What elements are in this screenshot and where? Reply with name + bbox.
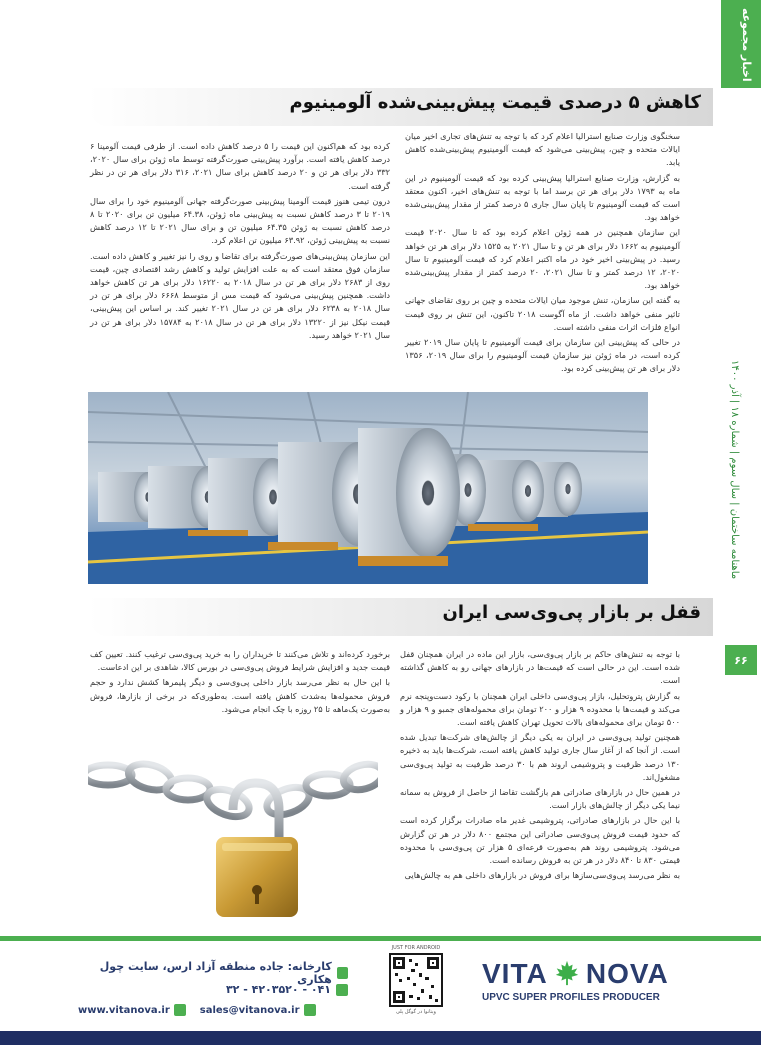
article2-headline: قفل بر بازار پی‌وی‌سی ایران — [442, 602, 701, 623]
padlock-chain-photo — [88, 755, 378, 925]
paragraph: کرده بود که هم‌اکنون این قیمت را ۵ درصد کاهش داده است. از طرفی قیمت آلومینا ۶ درصد کاهش یافته است. برآورد پیش‌بینی صورت‌گرفته توسط ماه ژوئن برای سال ۲۰۲۰، ۳۳۲ دلار برای هر تن و ۲۰ درصد کاهش برای سال ۲۰۲۱، ۳۱۶ دلار برای هر تن در نظر گرفته است. — [90, 141, 391, 191]
article2-headline-bar — [88, 598, 713, 636]
paragraph: در همین حال در بازارهای صادراتی هم بازگشت تقاضا از حاصل از فروش به سمانه نیما یکی دیگر از چالش‌های بازار است. — [400, 787, 680, 811]
location-icon — [337, 967, 348, 979]
footer-phone — [78, 983, 348, 996]
article1-left-column — [90, 140, 390, 385]
email-link[interactable]: sales@vitanova.ir — [199, 1004, 300, 1016]
paragraph: با این حال در بازارهای صادراتی، پتروشیمی غدیر ماه صادرات برگزار کرده است که حدود قیمت فروش پی‌وی‌سی صادراتی این مجتمع ۸۰۰ دلار در هر تن گزارش می‌شود. پتروشیمی روند هم به‌صورت قرعه‌ای ۵ هزار تن پی‌وی‌سی با محدوده قیمتی ۸۳۰ تا ۸۴۰ دلار در هر تن به فروش رسانده است. — [400, 815, 680, 866]
footer-bottom-bar — [0, 1031, 761, 1045]
website-link[interactable]: www.vitanova.ir — [78, 1004, 170, 1016]
article2-left-column — [90, 648, 390, 748]
address-text: کارخانه: جاده منطقه آزاد ارس، سایت چول هکاری — [99, 960, 332, 986]
brand-name-right: NOVA — [585, 958, 669, 989]
article2-right-column — [400, 648, 680, 930]
email-icon — [304, 1004, 316, 1016]
paragraph: با توجه به تنش‌های حاکم بر بازار پی‌وی‌سی، بازار این ماده در ایران همچنان قفل شده است. این در حالی است که قیمت‌ها در بازارهای جهانی رو به کاهش گذاشته است. — [400, 649, 680, 686]
qr-top-label: JUST FOR ANDROID — [391, 945, 441, 951]
paragraph: در حالی که پیش‌بینی این سازمان برای قیمت آلومینیوم تا پایان سال ۲۰۱۹ تغییر کرده است، در ماه ژوئن نیز سازمان قیمت آلومینیوم را برای سال ۲۰۱۹، ۱۳۵۶ دلار برای هر تن پیش‌بینی کرده بود. — [405, 337, 681, 374]
paragraph: به گزارش، وزارت صنایع استرالیا پیش‌بینی کرده بود که قیمت آلومینیوم در این ماه به ۱۷۹۳ دلار برای هر تن برسد اما با توجه به تنش‌های اخیر، اکنون معتقد است که قیمت آلومینیوم تا پایان سال جاری ۵ درصد کمتر از مقدار پیش‌بینی‌شده خواهد بود. — [405, 172, 680, 223]
paragraph: درون تیمی هنوز قیمت آلومینا پیش‌بینی صورت‌گرفته جهانی آلومینیوم خود را برای سال ۲۰۱۹ تا ۳ درصد کاهش نسبت به پیش‌بینی ماه ژوئن، ۶۴.۳۸ میلیون تن برای ۲۰۲۰ تا ۸ درصد کاهش نسبت به ژوئن ۶۴.۳۵ میلیون تن و برای سال ۲۰۲۱ تا ۱۲ درصد کاهش نسبت به پیش‌بینی ژوئن، ۶۳.۹۲ میلیون تن اعلام کرد. — [90, 195, 391, 246]
paragraph: همچنین تولید پی‌وی‌سی در ایران به یکی دیگر از چالش‌های شرکت‌ها تبدیل شده است. از آنجا که از آغاز سال جاری تولید کاهش یافته است، شرکت‌ها باید به ذخیره ۱۳۰ درصد ظرفیت و پتروشیمی اروند هم با ۳۰ درصد ظرفیت به تولید پی‌وی‌سی مشغول‌اند. — [400, 732, 680, 782]
phone-text: ۰۴۱ - ۴۲۰۳۵۲۰ - ۳۲ — [225, 983, 331, 996]
paragraph: سخنگوی وزارت صنایع استرالیا اعلام کرد که با توجه به تنش‌های تجاری اخیر میان ایالات متحده و چین، پیش‌بینی می‌شود که قیمت آلومینیوم پیش‌بینی‌شده کاهش یابد. — [405, 131, 680, 168]
qr-bottom-label: ویتانوا در گوگل پلی — [396, 1009, 436, 1015]
paragraph: به گفته این سازمان، تنش موجود میان ایالات متحده و چین بر روی تقاضای جهانی تاثیر منفی خواهد داشت. از ماه آگوست ۲۰۱۸ تاکنون، این تنش بر روی قیمت انواع فلزات اثرات منفی داشته است. — [405, 295, 680, 332]
paragraph: این سازمان پیش‌بینی‌های صورت‌گرفته برای تقاضا و روی را نیز تغییر و کاهش داده است. سازمان فوق معتقد است که به علت افزایش تولید و کاهش رشد اقتصادی چین، قیمت روی از ۲۶۸۳ دلار برای هر تن در سال ۲۰۱۸ به ۱۶۲۲۰ دلار برای هر تن کاهش خواهد داشت. همچنین پیش‌بینی می‌شود که قیمت مس از متوسط ۶۶۶۸ دلار برای هر تن در سال ۲۰۱۸ به ۶۲۳۸ دلار برای هر تن در سال ۲۰۲۱ تغییر کند. بر اساس این پیش‌بینی، قیمت نیکل نیز از ۱۳۲۲۰ دلار برای هر تن در سال ۲۰۱۸ به ۱۵۷۸۴ دلار برای هر تن در سال ۲۰۲۱ خواهد رسید. — [90, 250, 391, 340]
section-tab-label: اخبار مجموعه — [740, 8, 753, 82]
issue-strip-text: ماهنامه ساختمان | سال سوم | شماره ۱۸ | آذر ۱۴۰۰ — [729, 360, 740, 580]
page-number: ۶۶ — [725, 645, 757, 675]
qr-code-block[interactable] — [385, 945, 447, 1025]
footer-web-email — [78, 1004, 348, 1016]
vitanova-logo — [482, 958, 682, 1003]
issue-strip — [729, 360, 751, 640]
article1-right-column — [405, 130, 680, 380]
paragraph: این سازمان همچنین در همه ژوئن اعلام کرده بود که تا سال ۲۰۲۰ قیمت آلومینیوم به ۱۶۶۲ دلار برای هر تن و تا سال ۲۰۲۱ به ۱۵۲۵ دلار برای هر تن خواهد رسید. در پیش‌بینی اخیر خود در ماه اکتبر اعلام کرد که قیمت آلومینیوم تا سال ۲۰۲۰، ۱۲ درصد کمتر و تا سال ۲۰۲۱، ۲۰ درصد کمتر از مقدار پیش‌بینی‌شده خواهد بود. — [405, 227, 680, 291]
globe-icon — [174, 1004, 186, 1016]
brand-name-left: VITA — [482, 958, 548, 989]
aluminum-coils-photo — [88, 392, 648, 584]
brand-tagline: UPVC SUPER PROFILES PRODUCER — [482, 992, 660, 1003]
paragraph: با این حال به نظر می‌رسد بازار داخلی پی‌وی‌سی و دیگر پلیمرها کشش ندارد و حجم فروش محموله‌ها به‌شدت کاهش یافته است. به‌طوری‌که در برخی از بازارها، فروش به‌صورت یک‌ماهه تا ۲۵ روزه با چک انجام می‌شود. — [90, 677, 390, 714]
maple-leaf-icon — [553, 959, 581, 987]
phone-icon — [336, 984, 348, 996]
paragraph: به گزارش پتروتحلیل، بازار پی‌وی‌سی داخلی ایران همچنان با رکود دست‌وپنجه نرم می‌کند و قیمت‌ها با محدوده ۹ هزار و ۲۰۰ تومان برای محموله‌های جمبو و ۹ هزار و ۵۰۰ تومان برای محموله‌های بالات تحویل تهران کاهش یافته است. — [400, 690, 681, 728]
qr-code-icon[interactable] — [389, 953, 443, 1007]
article1-headline: کاهش ۵ درصدی قیمت پیش‌بینی‌شده آلومینیوم — [289, 92, 701, 113]
paragraph: برخورد کرده‌اند و تلاش می‌کنند تا خریداران را به خرید پی‌وی‌سی ترغیب کنند. تعیین کف قیمت جدید و افزایش شرایط فروش پی‌وی‌سی در بورس کالا، شاهدی بر این ادعاست. — [90, 649, 390, 673]
article1-headline-bar — [88, 88, 713, 126]
section-tab — [721, 0, 761, 88]
paragraph: به نظر می‌رسد پی‌وی‌سی‌سازها برای فروش در بازارهای داخلی هم به چالش‌هایی — [404, 870, 680, 881]
